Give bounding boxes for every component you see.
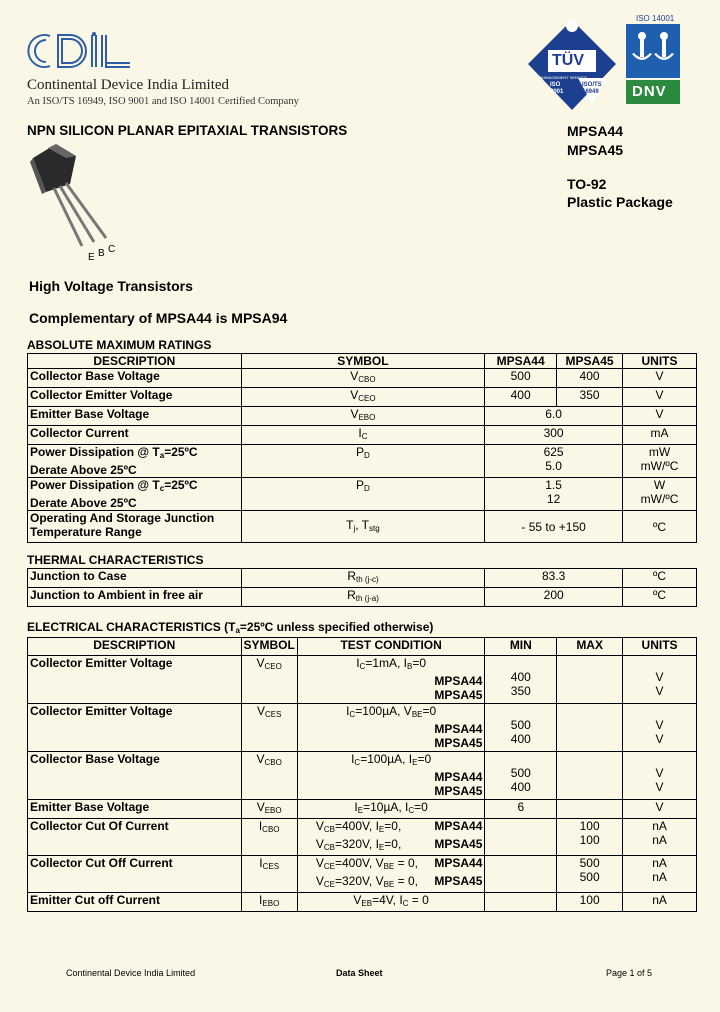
elec-row <box>28 819 697 856</box>
iso-ts-label: ISO/TS 16949 <box>582 82 602 95</box>
elec-symbol: $I_{CBO}$ <box>241 819 297 856</box>
elec-max <box>557 656 623 704</box>
elec-desc: Emitter Base Voltage <box>28 800 242 819</box>
elec-unit: nA <box>623 893 697 912</box>
dnv-label: DNV <box>632 83 667 100</box>
thermal-row <box>28 569 697 588</box>
amr-col-description: DESCRIPTION <box>28 354 242 369</box>
certification-line: An ISO/TS 16949, ISO 9001 and ISO 14001 Certified Company <box>27 96 299 107</box>
amr-val-mpsa45: 400 <box>557 369 623 388</box>
elec-max <box>557 752 623 800</box>
elec-col-max: MAX <box>557 638 623 656</box>
thermal-heading: THERMAL CHARACTERISTICS <box>27 553 204 567</box>
amr-desc: Power Dissipation @ $T_c=25ºC$ Derate Above 25ºC <box>28 478 242 511</box>
amr-unit: mA <box>623 426 697 445</box>
elec-min: 6 <box>485 800 557 819</box>
elec-col-symbol: SYMBOL <box>241 638 297 656</box>
amr-header-row <box>28 354 697 369</box>
elec-symbol: $V_{CES}$ <box>241 704 297 752</box>
company-logo <box>26 30 136 77</box>
amr-desc: Operating And Storage Junction Temperature Range <box>28 511 242 543</box>
thermal-symbol: $R_{th (j-c)}$ <box>241 569 485 588</box>
elec-unit: V V <box>623 656 697 704</box>
amr-symbol: $P_D$ <box>241 478 485 511</box>
amr-col-mpsa44: MPSA44 <box>485 354 557 369</box>
elec-col-description: DESCRIPTION <box>28 638 242 656</box>
elec-min <box>485 893 557 912</box>
elec-min: 500 400 <box>485 752 557 800</box>
elec-condition: $I_C=1mA$, $I_B=0$ MPSA44 MPSA45 <box>297 656 485 704</box>
elec-desc: Emitter Cut off Current <box>28 893 242 912</box>
elec-unit: V V <box>623 704 697 752</box>
thermal-table <box>27 568 697 607</box>
amr-desc: Collector Emitter Voltage <box>28 388 242 407</box>
elec-condition: $I_C=100\mu A$, $I_E=0$ MPSA44 MPSA45 <box>297 752 485 800</box>
elec-desc: Collector Base Voltage <box>28 752 242 800</box>
iso-14001-label: ISO 14001 <box>636 14 675 23</box>
amr-symbol: $T_j$, $T_{stg}$ <box>241 511 485 543</box>
elec-max: 100 <box>557 893 623 912</box>
amr-unit: V <box>623 407 697 426</box>
elec-row <box>28 893 697 912</box>
elec-min <box>485 856 557 893</box>
amr-unit: ºC <box>623 511 697 543</box>
elec-header-row <box>28 638 697 656</box>
amr-table <box>27 353 697 543</box>
elec-condition: $I_C=100\mu A$, $V_{BE}=0$ MPSA44 MPSA45 <box>297 704 485 752</box>
elec-row <box>28 656 697 704</box>
amr-val-both: 6.0 <box>485 407 623 426</box>
amr-row <box>28 388 697 407</box>
footer-page: Page 1 of 5 <box>606 968 653 978</box>
amr-row-pd-ta <box>28 445 697 478</box>
thermal-desc: Junction to Ambient in free air <box>28 588 242 607</box>
amr-val-both: - 55 to +150 <box>485 511 623 543</box>
elec-min: 500 400 <box>485 704 557 752</box>
amr-symbol: $P_D$ <box>241 445 485 478</box>
elec-condition: $V_{CB}=400V$, $I_E=0$, MPSA44 $V_{CB}=320V$, $I_E=0$, MPSA45 <box>297 819 485 856</box>
elec-unit: V <box>623 800 697 819</box>
part-number-2: MPSA45 <box>567 142 624 158</box>
elec-desc: Collector Cut Off Current <box>28 856 242 893</box>
elec-heading: ELECTRICAL CHARACTERISTICS ($T_a=25ºC$ unless specified otherwise) <box>27 620 434 635</box>
tuv-sub-label: MANAGEMENT SERVICE <box>540 75 588 80</box>
tuv-label: TÜV <box>552 52 584 69</box>
amr-val-both: 300 <box>485 426 623 445</box>
elec-symbol: $V_{CBO}$ <box>241 752 297 800</box>
amr-row-pd-tc <box>28 478 697 511</box>
amr-val-mpsa44: 400 <box>485 388 557 407</box>
package-desc: Plastic Package <box>567 194 673 210</box>
amr-row-temp <box>28 511 697 543</box>
elec-unit: nA nA <box>623 856 697 893</box>
footer-doc-type: Data Sheet <box>336 968 383 978</box>
pin-b-label: B <box>98 248 105 259</box>
thermal-unit: ºC <box>623 588 697 607</box>
amr-unit: V <box>623 388 697 407</box>
elec-symbol: $V_{CEO}$ <box>241 656 297 704</box>
elec-unit: nA nA <box>623 819 697 856</box>
elec-symbol: $I_{EBO}$ <box>241 893 297 912</box>
amr-unit: V <box>623 369 697 388</box>
subtitle-high-voltage: High Voltage Transistors <box>29 278 193 294</box>
elec-row <box>28 800 697 819</box>
package-type: TO-92 <box>567 176 607 192</box>
amr-row <box>28 426 697 445</box>
thermal-symbol: $R_{th (j-a)}$ <box>241 588 485 607</box>
thermal-unit: ºC <box>623 569 697 588</box>
thermal-value: 200 <box>485 588 623 607</box>
amr-desc: Collector Base Voltage <box>28 369 242 388</box>
amr-col-mpsa45: MPSA45 <box>557 354 623 369</box>
elec-min: 400 350 <box>485 656 557 704</box>
elec-row <box>28 752 697 800</box>
elec-max <box>557 800 623 819</box>
amr-row <box>28 407 697 426</box>
amr-val-both: 1.5 12 <box>485 478 623 511</box>
amr-symbol: $V_{CBO}$ <box>241 369 485 388</box>
amr-symbol: $V_{CEO}$ <box>241 388 485 407</box>
dnv-badge <box>626 24 680 104</box>
elec-condition: $V_{EB}=4V$, $I_C = 0$ <box>297 893 485 912</box>
footer-company: Continental Device India Limited <box>66 968 196 978</box>
tuv-badge <box>526 18 618 114</box>
amr-val-both: 625 5.0 <box>485 445 623 478</box>
amr-symbol: $V_{EBO}$ <box>241 407 485 426</box>
elec-col-test-condition: TEST CONDITION <box>297 638 485 656</box>
pin-c-label: C <box>108 244 116 255</box>
elec-max: 100 100 <box>557 819 623 856</box>
elec-symbol: $I_{CES}$ <box>241 856 297 893</box>
elec-max: 500 500 <box>557 856 623 893</box>
pin-e-label: E <box>88 252 95 263</box>
elec-condition: $V_{CE}=400V$, $V_{BE} = 0$, MPSA44 $V_{CE}=320V$, $V_{BE} = 0$, MPSA45 <box>297 856 485 893</box>
amr-col-symbol: SYMBOL <box>241 354 485 369</box>
thermal-row <box>28 588 697 607</box>
amr-unit: mW mW/ºC <box>623 445 697 478</box>
amr-symbol: $I_C$ <box>241 426 485 445</box>
elec-row <box>28 704 697 752</box>
company-name: Continental Device India Limited <box>27 77 230 93</box>
iso-9001-label: ISO 9001 <box>550 82 564 95</box>
thermal-value: 83.3 <box>485 569 623 588</box>
amr-desc: Power Dissipation @ $T_a=25ºC$ Derate Above 25ºC <box>28 445 242 478</box>
amr-heading: ABSOLUTE MAXIMUM RATINGS <box>27 338 212 352</box>
page-title: NPN SILICON PLANAR EPITAXIAL TRANSISTORS <box>27 123 348 138</box>
elec-row <box>28 856 697 893</box>
elec-desc: Collector Cut Of Current <box>28 819 242 856</box>
subtitle-complementary: Complementary of MPSA44 is MPSA94 <box>29 310 288 326</box>
amr-val-mpsa44: 500 <box>485 369 557 388</box>
amr-val-mpsa45: 350 <box>557 388 623 407</box>
elec-col-units: UNITS <box>623 638 697 656</box>
amr-row <box>28 369 697 388</box>
amr-desc: Collector Current <box>28 426 242 445</box>
part-number-1: MPSA44 <box>567 123 624 139</box>
elec-condition: $I_E=10\mu A$, $I_C=0$ <box>297 800 485 819</box>
elec-col-min: MIN <box>485 638 557 656</box>
amr-col-units: UNITS <box>623 354 697 369</box>
elec-desc: Collector Emitter Voltage <box>28 704 242 752</box>
amr-desc: Emitter Base Voltage <box>28 407 242 426</box>
elec-table <box>27 637 697 912</box>
elec-unit: V V <box>623 752 697 800</box>
to92-package-image <box>28 140 138 265</box>
elec-max <box>557 704 623 752</box>
thermal-desc: Junction to Case <box>28 569 242 588</box>
elec-min <box>485 819 557 856</box>
elec-desc: Collector Emitter Voltage <box>28 656 242 704</box>
elec-symbol: $V_{EBO}$ <box>241 800 297 819</box>
amr-unit: W mW/ºC <box>623 478 697 511</box>
